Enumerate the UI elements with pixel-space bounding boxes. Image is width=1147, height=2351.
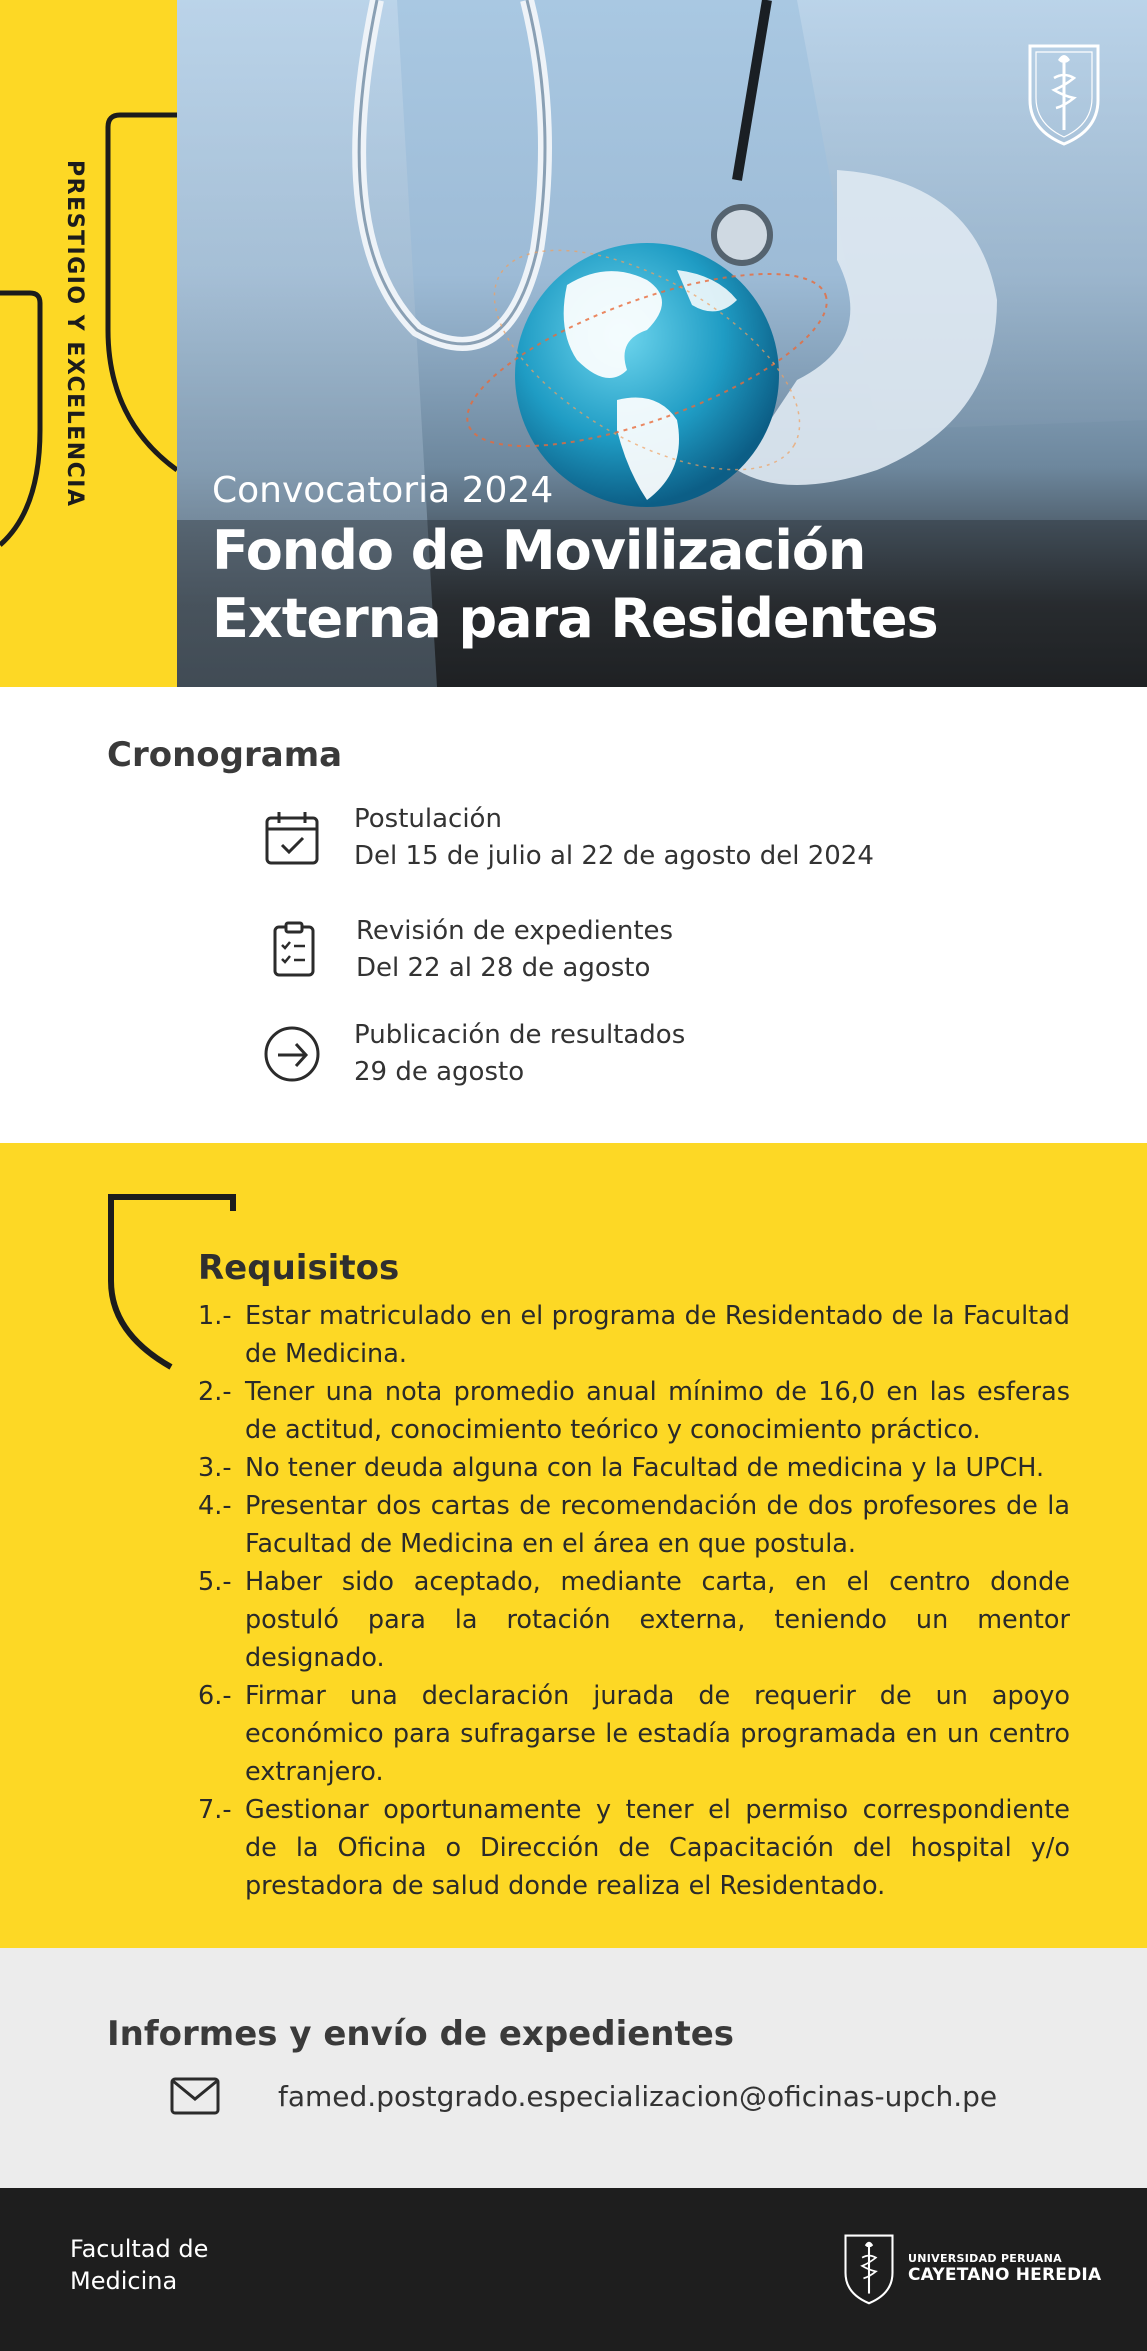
requisitos-section xyxy=(0,1143,1147,1948)
hero-banner xyxy=(0,0,1147,687)
cronograma-label: Postulación xyxy=(354,804,502,834)
requisito-text: Haber sido aceptado, mediante carta, en el centro donde postuló para la rotación externa, teniendo un mentor designado. xyxy=(245,1567,1070,1673)
requisito-text: Estar matriculado en el programa de Residentado de la Facultad de Medicina. xyxy=(245,1301,1070,1369)
requisito-number: 7.- xyxy=(198,1795,232,1825)
faculty-name xyxy=(70,2233,208,2297)
informes-title: Informes y envío de expedientes xyxy=(107,2014,735,2054)
requisitos-title: Requisitos xyxy=(198,1248,400,1288)
requisito-item xyxy=(198,1487,1070,1563)
cronograma-label: Revisión de expedientes xyxy=(356,916,674,946)
requisito-item xyxy=(198,1373,1070,1449)
university-name-small: UNIVERSIDAD PERUANA xyxy=(908,2251,1062,2265)
cronograma-item-publicacion xyxy=(262,1017,685,1091)
shield-outline-decoration xyxy=(0,0,177,687)
cronograma-date: Del 15 de julio al 22 de agosto del 2024 xyxy=(354,841,874,871)
requisito-item xyxy=(198,1449,1070,1487)
requisito-number: 6.- xyxy=(198,1681,232,1711)
hero-title-line1: Fondo de Movilización xyxy=(212,519,866,582)
cronograma-section xyxy=(0,687,1147,1143)
requisito-text: Gestionar oportunamente y tener el permiso correspondiente de la Oficina o Dirección de Capacitación del hospital y/o prestadora de salud donde realiza el Residentado. xyxy=(245,1795,1070,1901)
requisito-text: Tener una nota promedio anual mínimo de 16,0 en las esferas de actitud, conocimiento teórico y conocimiento práctico. xyxy=(245,1377,1070,1445)
arrow-circle-icon xyxy=(262,1024,322,1084)
envelope-icon xyxy=(170,2076,220,2116)
requisito-number: 4.- xyxy=(198,1491,232,1521)
requisito-number: 5.- xyxy=(198,1567,232,1597)
cronograma-title: Cronograma xyxy=(107,735,343,775)
university-crest-icon xyxy=(840,2230,898,2306)
requisito-number: 3.- xyxy=(198,1453,232,1483)
cronograma-item-revision xyxy=(264,913,673,987)
side-slogan: PRESTIGIO Y EXCELENCIA xyxy=(62,160,87,508)
cronograma-label: Publicación de resultados xyxy=(354,1020,686,1050)
calendar-check-icon xyxy=(262,808,322,868)
requisito-text: Presentar dos cartas de recomendación de dos profesores de la Facultad de Medicina en el área en que postula. xyxy=(245,1491,1070,1559)
requisito-text: No tener deuda alguna con la Facultad de medicina y la UPCH. xyxy=(245,1453,1045,1483)
hero-title-line2: Externa para Residentes xyxy=(212,587,938,650)
requisito-item xyxy=(198,1791,1070,1905)
requisito-item xyxy=(198,1677,1070,1791)
requisito-number: 1.- xyxy=(198,1301,232,1331)
requisito-text: Firmar una declaración jurada de requerir de un apoyo económico para sufragarse le estadía programada en un centro extranjero. xyxy=(245,1681,1070,1787)
hero-subtitle: Convocatoria 2024 xyxy=(212,470,554,511)
hero-heading xyxy=(212,470,938,653)
cronograma-date: Del 22 al 28 de agosto xyxy=(356,953,651,983)
requisito-number: 2.- xyxy=(198,1377,232,1407)
requisito-item xyxy=(198,1297,1070,1373)
hero-side-panel xyxy=(0,0,177,687)
clipboard-checklist-icon xyxy=(264,920,324,980)
cronograma-item-postulacion xyxy=(262,801,874,875)
contact-email-row xyxy=(170,2076,997,2116)
university-crest-logo xyxy=(1024,38,1104,148)
requisito-item xyxy=(198,1563,1070,1677)
contact-email-link[interactable]: famed.postgrado.especializacion@oficinas-upch.pe xyxy=(278,2079,998,2113)
informes-section xyxy=(0,1948,1147,2188)
faculty-line1: Facultad de xyxy=(70,2235,209,2263)
cronograma-date: 29 de agosto xyxy=(354,1057,525,1087)
footer xyxy=(0,2188,1147,2351)
university-logo xyxy=(840,2230,1101,2306)
university-name-big: CAYETANO HEREDIA xyxy=(908,2264,1102,2285)
faculty-line2: Medicina xyxy=(70,2267,178,2295)
requisitos-list xyxy=(198,1297,1070,1905)
